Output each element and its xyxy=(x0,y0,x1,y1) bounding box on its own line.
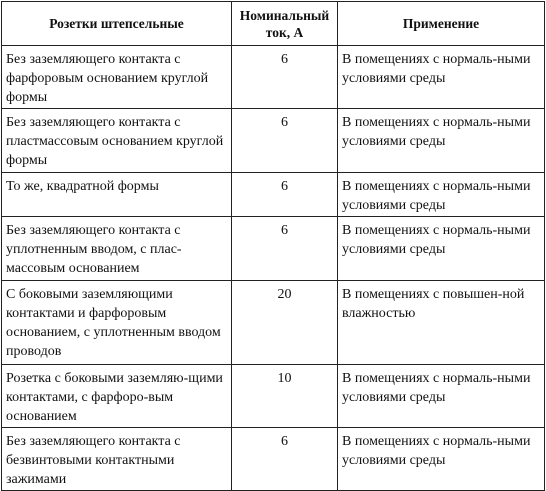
cell-application: В помещениях с нормаль-ными условиями среды xyxy=(338,217,545,281)
cell-application: В помещениях с нормаль-ными условиями среды xyxy=(338,46,545,109)
table-row xyxy=(2,217,545,281)
cell-socket-type: Без заземляющего контакта с фарфоровым основанием круглой формы xyxy=(2,46,232,109)
header-application: Применение xyxy=(338,2,545,46)
cell-rated-current: 6 xyxy=(232,173,338,217)
table-row xyxy=(2,109,545,173)
table-row xyxy=(2,46,545,109)
header-socket-type: Розетки штепсельные xyxy=(2,2,232,46)
cell-socket-type: Без заземляющего контакта с безвинтовыми контактными зажимами xyxy=(2,428,232,491)
table-row xyxy=(2,281,545,365)
cell-rated-current: 20 xyxy=(232,281,338,365)
cell-application: В помещениях с нормаль-ными условиями среды xyxy=(338,365,545,428)
table-row xyxy=(2,365,545,428)
cell-rated-current: 6 xyxy=(232,46,338,109)
table-row xyxy=(2,173,545,217)
cell-rated-current: 6 xyxy=(232,109,338,173)
cell-application: В помещениях с нормаль-ными условиями среды xyxy=(338,173,545,217)
cell-rated-current: 6 xyxy=(232,217,338,281)
cell-socket-type: Без заземляющего контакта с пластмассовым основанием круглой формы xyxy=(2,109,232,173)
cell-socket-type: Розетка с боковыми заземляю-щими контактами, с фарфоро-вым основанием xyxy=(2,365,232,428)
header-rated-current: Номинальный ток, А xyxy=(232,2,338,46)
cell-socket-type: С боковыми заземляющими контактами и фарфоровым основанием, с уплотненным вводом проводов xyxy=(2,281,232,365)
cell-application: В помещениях с нормаль-ными условиями среды xyxy=(338,428,545,491)
table-header-row xyxy=(2,2,545,46)
cell-rated-current: 6 xyxy=(232,428,338,491)
cell-socket-type: То же, квадратной формы xyxy=(2,173,232,217)
cell-rated-current: 10 xyxy=(232,365,338,428)
cell-application: В помещениях с повышен-ной влажностью xyxy=(338,281,545,365)
cell-application: В помещениях с нормаль-ными условиями среды xyxy=(338,109,545,173)
cell-socket-type: Без заземляющего контакта с уплотненным вводом, с плас-массовым основанием xyxy=(2,217,232,281)
sockets-table xyxy=(1,1,545,491)
table-row xyxy=(2,428,545,491)
